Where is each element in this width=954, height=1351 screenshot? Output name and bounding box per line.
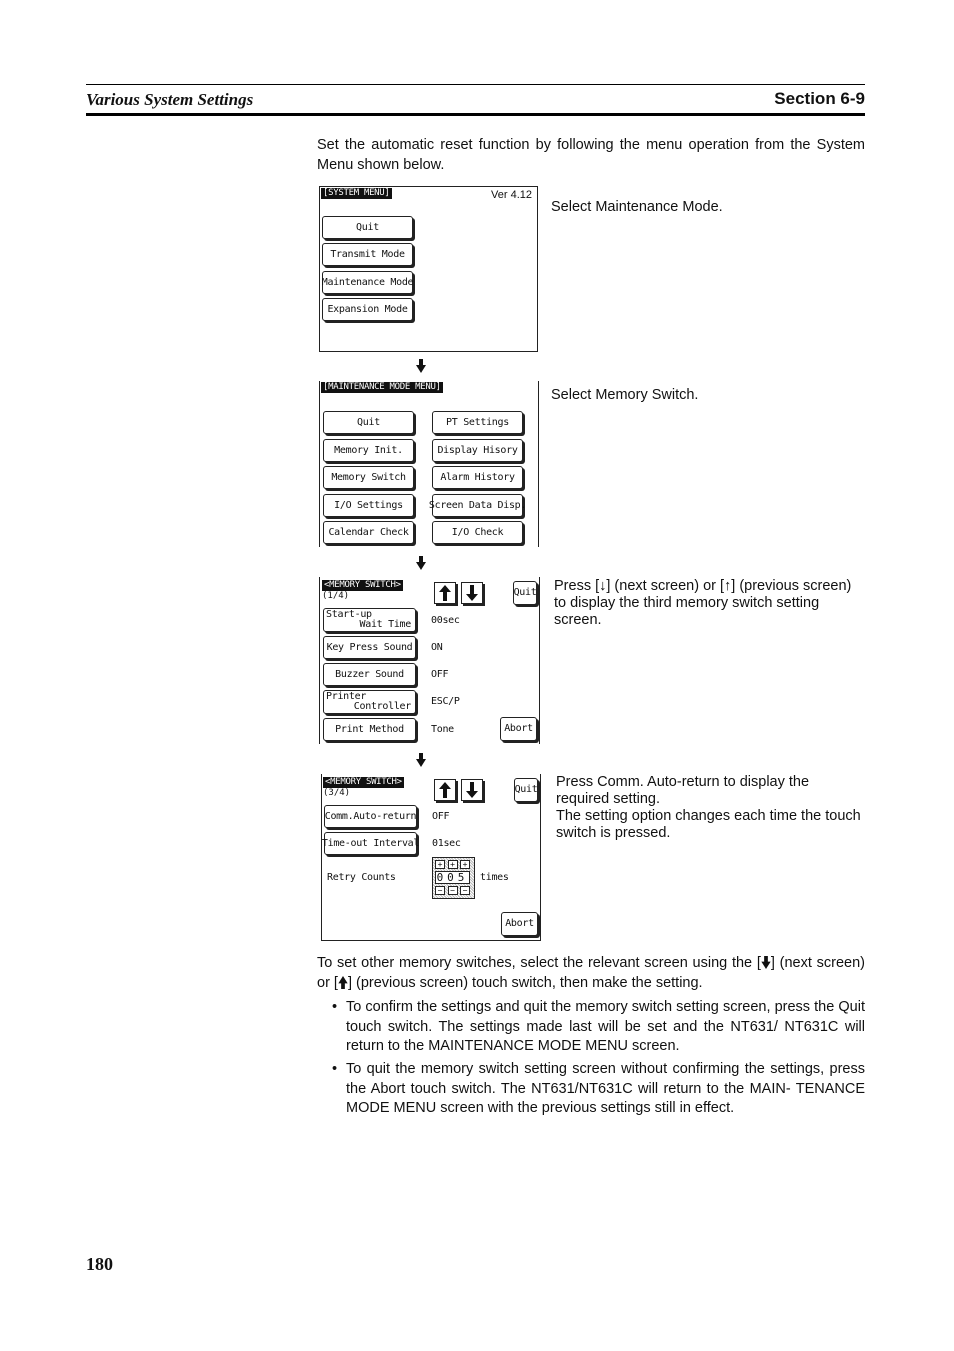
print-method-button[interactable]: Print Method — [323, 718, 416, 741]
plus-icon[interactable]: + — [460, 860, 470, 869]
printer-controller-button[interactable] — [323, 690, 416, 714]
down-arrow-icon — [466, 585, 478, 601]
retry-counts-stepper[interactable] — [432, 857, 475, 899]
page-number: 180 — [86, 1254, 113, 1274]
retry-counts-label: Retry Counts — [327, 872, 396, 883]
minus-icon[interactable]: − — [435, 886, 445, 895]
time-out-interval-button[interactable]: Time-out Interval — [324, 832, 417, 855]
page-indicator: (3/4) — [323, 788, 351, 798]
increment-row[interactable] — [435, 860, 470, 869]
io-check-button[interactable]: I/O Check — [432, 521, 523, 544]
quit-button[interactable]: Quit — [513, 581, 537, 605]
io-settings-button[interactable]: I/O Settings — [323, 494, 414, 517]
header-section-number: Section 6-9 — [774, 89, 865, 108]
up-arrow-icon — [338, 976, 348, 989]
bullet-text: To quit the memory switch setting screen without confirming the settings, press the Abort touch switch. The NT631/NT631C will return to the MAIN- TENANCE MODE MENU screen with the previous settings still in effect. — [346, 1061, 865, 1116]
quit-button[interactable]: Quit — [323, 411, 414, 434]
button-label-line2: Controller — [353, 701, 411, 712]
maintenance-mode-menu-screen — [319, 381, 539, 547]
quit-button[interactable]: Quit — [322, 216, 413, 239]
time-out-interval-value: 01sec — [432, 838, 461, 849]
comm-auto-return-button[interactable]: Comm.Auto-return — [324, 805, 417, 828]
step4-description-line2: The setting option changes each time the touch switch is pressed. — [556, 808, 861, 841]
buzzer-sound-button[interactable]: Buzzer Sound — [323, 663, 416, 686]
previous-screen-button[interactable] — [434, 779, 456, 801]
paragraph-part: ] (previous screen) touch switch, then make the setting. — [347, 974, 703, 991]
up-arrow-icon — [439, 782, 451, 798]
comm-auto-return-value: OFF — [432, 811, 450, 822]
retry-counts-unit: times — [480, 872, 509, 883]
button-label-line2: Wait Time — [359, 619, 411, 630]
abort-button[interactable]: Abort — [500, 717, 537, 741]
paragraph-part: ] (next screen) or [ — [317, 955, 865, 991]
abort-button[interactable]: Abort — [501, 912, 538, 936]
down-arrow-icon — [466, 782, 478, 798]
paragraph-part: To set other memory switches, select the relevant screen using the [ — [317, 955, 761, 971]
screen-data-disp-button[interactable]: Screen Data Disp. — [432, 494, 523, 517]
next-screen-button[interactable] — [461, 779, 483, 801]
calendar-check-button[interactable]: Calendar Check — [323, 521, 414, 544]
printer-controller-value: ESC/P — [431, 696, 460, 707]
decrement-row[interactable] — [435, 886, 470, 895]
header-rule-top — [86, 84, 865, 85]
page-indicator: (1/4) — [322, 591, 350, 601]
maintenance-mode-button[interactable]: Maintenance Mode — [322, 271, 413, 294]
memory-switch-screen-1 — [319, 577, 540, 744]
quit-button[interactable]: Quit — [514, 778, 538, 802]
memory-switch-button[interactable]: Memory Switch — [323, 466, 414, 489]
button-label-line1: Printer — [326, 691, 367, 702]
intro-paragraph: Set the automatic reset function by following the menu operation from the System Menu shown below. — [317, 137, 865, 173]
screen-title: <MEMORY SWITCH> — [325, 777, 402, 787]
header-section-title: Various System Settings — [86, 90, 254, 109]
flow-down-arrow-icon — [416, 359, 426, 373]
screen-title: [MAINTENANCE MODE MENU] — [323, 382, 441, 392]
step3-description: Press [↓] (next screen) or [↑] (previous screen) to display the third memory switch setting screen. — [554, 578, 852, 628]
screen-title: <MEMORY SWITCH> — [324, 580, 401, 590]
expansion-mode-button[interactable]: Expansion Mode — [322, 298, 413, 321]
next-screen-button[interactable] — [461, 582, 483, 604]
minus-icon[interactable]: − — [448, 886, 458, 895]
key-press-sound-button[interactable]: Key Press Sound — [323, 636, 416, 659]
button-label-line1: Start-up — [326, 609, 372, 620]
version-label: Ver 4.12 — [491, 189, 532, 201]
flow-down-arrow-icon — [416, 556, 426, 570]
plus-icon[interactable]: + — [435, 860, 445, 869]
bullet-item — [332, 998, 865, 1057]
step2-description: Select Memory Switch. — [551, 387, 699, 403]
other-switches-paragraph — [317, 954, 865, 993]
key-press-sound-value: ON — [431, 642, 443, 653]
retry-counts-digits: 005 — [436, 871, 469, 884]
pt-settings-button[interactable]: PT Settings — [432, 411, 523, 434]
previous-screen-button[interactable] — [434, 582, 456, 604]
transmit-mode-button[interactable]: Transmit Mode — [322, 243, 413, 266]
bullet-symbol: • — [332, 999, 338, 1015]
step4-description — [556, 774, 861, 842]
alarm-history-button[interactable]: Alarm History — [432, 466, 523, 489]
down-arrow-icon — [761, 956, 771, 969]
plus-icon[interactable]: + — [448, 860, 458, 869]
system-menu-screen — [319, 186, 538, 352]
up-arrow-icon — [439, 585, 451, 601]
step4-description-line1: Press Comm. Auto-return to display the required setting. — [556, 774, 810, 807]
memory-init-button[interactable]: Memory Init. — [323, 439, 414, 462]
startup-wait-time-value: 00sec — [431, 615, 460, 626]
memory-switch-screen-3 — [321, 774, 541, 941]
buzzer-sound-value: OFF — [431, 669, 449, 680]
header-rule-bottom — [86, 113, 865, 116]
screen-title: [SYSTEM MENU] — [323, 188, 390, 198]
display-history-button[interactable]: Display Hisory — [432, 439, 523, 462]
startup-wait-time-button[interactable] — [323, 608, 416, 632]
bullet-item — [332, 1060, 865, 1119]
flow-down-arrow-icon — [416, 753, 426, 767]
print-method-value: Tone — [431, 724, 454, 735]
bullet-text: To confirm the settings and quit the memory switch setting screen, press the Quit touch switch. The settings made last will be set and the NT631/ NT631C will return to the MAINTENANCE MODE MENU screen. — [346, 999, 865, 1054]
minus-icon[interactable]: − — [460, 886, 470, 895]
step1-description: Select Maintenance Mode. — [551, 199, 723, 215]
bullet-symbol: • — [332, 1061, 338, 1077]
